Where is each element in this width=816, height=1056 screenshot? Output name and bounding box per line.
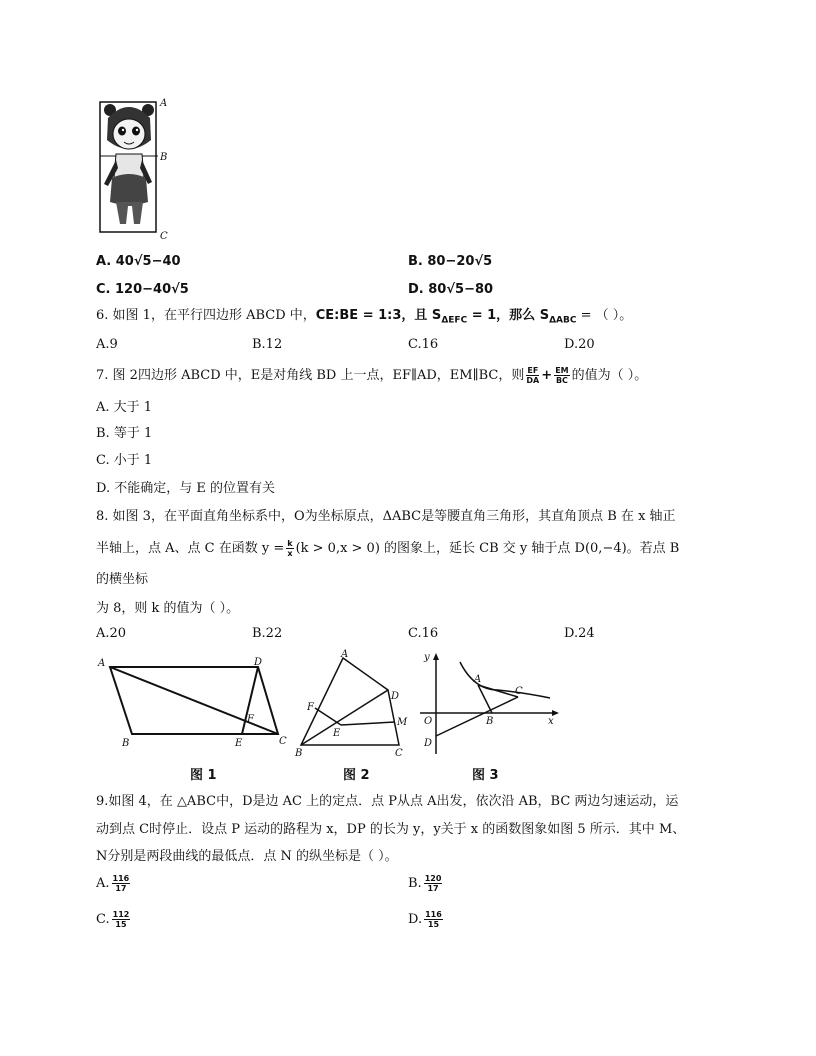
q9-option-d-fraction — [424, 910, 443, 929]
q9-option-a — [96, 874, 132, 893]
q8-option-d: D.24 — [564, 626, 595, 641]
q5-option-d: D. 80√5−80 — [408, 282, 494, 297]
fig2-label-a: A — [341, 649, 349, 660]
figure-1-parallelogram — [96, 655, 296, 749]
q6-stem-sub1: ΔEFC — [441, 315, 468, 326]
q9-c-den: 15 — [115, 920, 127, 929]
q6-option-c: C.16 — [408, 337, 439, 352]
fig3-label-d: D — [424, 738, 433, 749]
q9-d-den: 15 — [427, 920, 440, 929]
q6-stem-sub2: ΔABC — [549, 315, 577, 326]
q7-fraction-em-bc — [554, 366, 569, 385]
q7-fraction-ef-da — [526, 366, 539, 385]
q9-option-c-label: C. — [96, 912, 110, 927]
q9-a-num: 116 — [112, 874, 130, 883]
q8-line2-prefix: 半轴上，点 A、点 C 在函数 y = — [96, 541, 285, 556]
q6-option-d: D.20 — [564, 337, 595, 352]
q9-stem-line2: 动到点 C时停止．设点 P 运动的路程为 x，DP 的长为 y，y关于 x 的函数图象如图 5 所示．其中 M、 — [96, 822, 686, 837]
q9-b-num: 120 — [424, 874, 442, 883]
q5-option-c: C. 120−40√5 — [96, 282, 189, 297]
q7-frac2-den: BC — [555, 376, 568, 385]
q7-stem — [96, 366, 647, 385]
fig2-label-m: M — [397, 717, 408, 728]
fig1-label-d: D — [254, 657, 263, 668]
q8-fraction-k-x — [286, 539, 293, 558]
q8-line2-suffix: (k > 0,x > 0) 的图象上，延长 CB 交 y 轴于点 D(0,−4)。若点 B — [295, 541, 680, 556]
q7-stem-suffix: 的值为（ ）。 — [571, 368, 648, 383]
q8-stem-line3: 的横坐标 — [96, 572, 149, 587]
q7-plus: + — [541, 368, 553, 383]
q8-option-c: C.16 — [408, 626, 439, 641]
cartoon-girl-image — [104, 104, 154, 224]
fig1-label-b: B — [122, 738, 130, 749]
q5-option-b: B. 80−20√5 — [408, 254, 493, 269]
figure-2-quadrilateral — [293, 650, 413, 760]
q8-option-a: A.20 — [96, 626, 127, 641]
q6-option-a: A.9 — [96, 337, 118, 352]
q7-stem-prefix: 7. 图 2四边形 ABCD 中，E是对角线 BD 上一点，EF∥AD，EM∥BC，则 — [96, 368, 525, 383]
fig2-label-e: E — [333, 728, 341, 739]
q7-frac2-num: EM — [555, 366, 569, 375]
fig3-label-c: C — [515, 686, 523, 697]
q7-frac1-den: DA — [526, 376, 540, 385]
figure-1-caption: 图 1 — [190, 768, 217, 783]
q5-figure — [96, 98, 186, 243]
q8-option-b: B.22 — [252, 626, 283, 641]
figure-3-coordinate-plane — [416, 650, 566, 760]
q6-stem-math: CE:BE = 1:3，且 S — [315, 308, 442, 323]
q9-d-num: 116 — [425, 910, 442, 919]
q7-option-b: B. 等于 1 — [96, 426, 153, 441]
fig2-label-c: C — [395, 748, 403, 759]
q9-option-d-label: D. — [408, 912, 423, 927]
q9-stem-line3: N分别是两段曲线的最低点．点 N 的纵坐标是（ ）。 — [96, 849, 398, 864]
fig2-label-f: F — [307, 702, 314, 713]
q8-frac-den: x — [287, 549, 293, 558]
q6-stem-prefix: 6. 如图 1，在平行四边形 ABCD 中， — [96, 308, 316, 323]
q9-option-a-fraction — [112, 874, 131, 893]
q9-option-b-label: B. — [408, 876, 422, 891]
q6-stem — [96, 307, 632, 330]
q8-frac-num: k — [287, 539, 293, 548]
q8-stem-line2 — [96, 539, 679, 558]
fig3-label-a: A — [474, 674, 482, 685]
q9-option-d — [408, 910, 445, 929]
fig1-label-f: F — [247, 714, 254, 725]
q9-option-c-fraction — [112, 910, 131, 929]
q5-label-c: C — [160, 231, 168, 242]
fig1-label-c: C — [279, 736, 287, 747]
q6-stem-suffix: = （ ）。 — [576, 308, 633, 323]
figure-2-caption: 图 2 — [343, 768, 370, 783]
q9-b-den: 17 — [427, 884, 439, 893]
q5-label-b: B — [160, 152, 168, 163]
q7-option-c: C. 小于 1 — [96, 453, 153, 468]
fig1-label-e: E — [235, 738, 243, 749]
fig3-label-y: y — [424, 652, 430, 663]
q9-stem-line1: 9.如图 4，在 △ABC中，D是边 AC 上的定点．点 P从点 A出发，依次沿 AB，BC 两边匀速运动，运 — [96, 794, 679, 809]
q5-label-a: A — [160, 98, 168, 109]
fig3-label-o: O — [424, 716, 433, 727]
q5-option-a: A. 40√5−40 — [96, 254, 181, 269]
q9-option-a-label: A. — [96, 876, 110, 891]
q9-option-b — [408, 874, 444, 893]
fig2-label-b: B — [295, 748, 303, 759]
q6-stem-math2: = 1，那么 S — [467, 308, 550, 323]
q7-option-d: D. 不能确定，与 E 的位置有关 — [96, 481, 275, 496]
q7-frac1-num: EF — [527, 366, 539, 375]
fig3-label-b: B — [486, 716, 494, 727]
q9-option-b-fraction — [424, 874, 443, 893]
q9-c-num: 112 — [112, 910, 130, 919]
figure-3-caption: 图 3 — [472, 768, 499, 783]
q8-stem-line4: 为 8，则 k 的值为（ ）。 — [96, 601, 240, 616]
q7-option-a: A. 大于 1 — [96, 400, 153, 415]
q9-option-c — [96, 910, 132, 929]
fig1-label-a: A — [98, 658, 106, 669]
fig2-label-d: D — [391, 691, 400, 702]
q9-a-den: 17 — [115, 884, 127, 893]
q6-option-b: B.12 — [252, 337, 283, 352]
fig3-label-x: x — [548, 716, 554, 727]
q8-stem-line1: 8. 如图 3，在平面直角坐标系中，O为坐标原点，ΔABC是等腰直角三角形，其直角顶点 B 在 x 轴正 — [96, 509, 676, 524]
